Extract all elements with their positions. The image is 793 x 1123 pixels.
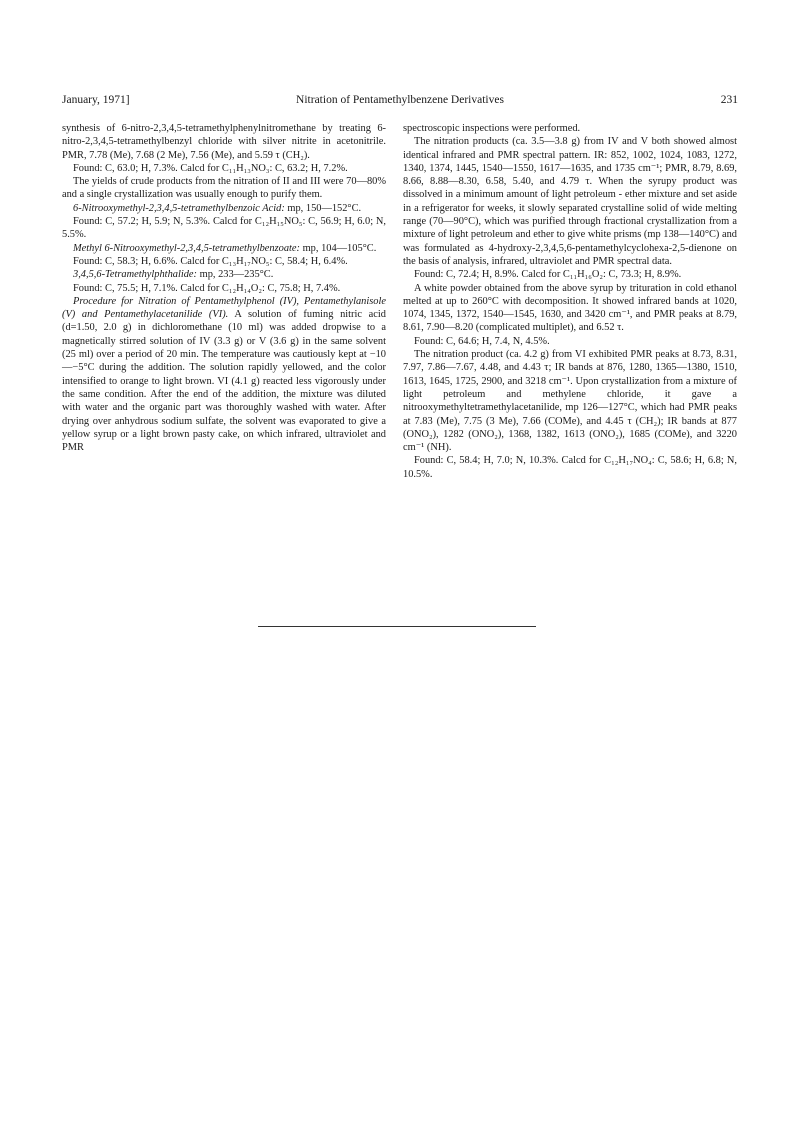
- procedure-text: A solution of fuming nitric acid (d=1.50, 2.0 g) in dichloromethane (10 ml) was added dropwise to a magnetically stirred solution of IV (3.3 g) or V (3.6 g) in the same solvent (25 ml) over a period of 20 min. The temperature was cautiously kept at −10—−5°C during the addition. The solution rapidly yellowed, and the color intensified to orange to light brown. VI (4.1 g) reacted less vigorously under the same condition. After the end of the addition, the mixture was diluted with water and the organic part was thoroughly washed with water. After drying over anhydrous sodium sulfate, the solvent was evaporated to give a yellow syrup or a light brown pasty cake, on which infrared, ultraviolet and PMR: [62, 309, 386, 454]
- analysis-line: Found: C, 58.3; H, 6.6%. Calcd for C₁₃H₁₇NO₅: C, 58.4; H, 6.4%.: [73, 255, 348, 267]
- compound-entry: [62, 202, 386, 215]
- compound-mp: mp, 104—105°C.: [300, 242, 377, 254]
- paragraph: A white powder obtained from the above syrup by trituration in cold ethanol melted at up to 260°C with decomposition. It showed infrared bands at 1020, 1074, 1345, 1372, 1540—1545, 1630, and 3420 cm⁻¹, and PMR peaks at 8.79, 8.61, 7.90—8.20 (complicated multiplet), and 6.52 τ.: [403, 282, 737, 334]
- compound-mp: mp, 150—152°C.: [284, 202, 362, 214]
- paragraph: The nitration product (ca. 4.2 g) from VI exhibited PMR peaks at 8.73, 8.31, 7.97, 7.86—7.67, 4.48, and 4.43 τ; IR bands at 876, 1280, 1365—1380, 1510, 1613, 1645, 1725, 2900, and 3218 cm⁻¹. Upon crystallization from a mixture of light petroleum and methylene chloride, it gave a nitrooxymethyltetramethylacetanilide, mp 126—127°C, which had PMR peaks at 7.83 (Me), 7.75 (3 Me), 7.66 (COMe), and 4.45 τ (CH₂); IR bands at 877 (ONO₂), 1282 (ONO₂), 1368, 1382, 1613 (ONO₂), 1685 (COMe), and 3220 cm⁻¹ (NH).: [403, 349, 737, 454]
- procedure-paragraph: [62, 295, 386, 455]
- section-end-rule: [258, 626, 536, 627]
- analysis-line: Found: C, 63.0; H, 7.3%. Calcd for C₁₁H₁₃NO₃: C, 63.2; H, 7.2%.: [73, 162, 348, 174]
- running-header: [62, 92, 738, 108]
- header-date: January, 1971]: [62, 94, 130, 106]
- right-column: [403, 122, 737, 481]
- compound-name: 6-Nitrooxymethyl-2,3,4,5-tetramethylbenzoic Acid:: [73, 202, 285, 214]
- header-title: Nitration of Pentamethylbenzene Derivatives: [296, 94, 504, 106]
- compound-mp: mp, 233—235°C.: [197, 269, 274, 281]
- paragraph: synthesis of 6-nitro-2,3,4,5-tetramethylphenylnitromethane by treating 6-nitro-2,3,4,5-tetramethylbenzyl chloride with silver nitrite in acetonitrile. PMR, 7.78 (Me), 7.68 (2 Me), 7.56 (Me), and 5.59 τ (CH₂).: [62, 123, 386, 161]
- compound-entry: [62, 268, 386, 281]
- analysis-line: Found: C, 75.5; H, 7.1%. Calcd for C₁₂H₁₄O₂: C, 75.8; H, 7.4%.: [73, 282, 341, 294]
- analysis-line: Found: C, 72.4; H, 8.9%. Calcd for C₁₁H₁₆O₂: C, 73.3; H, 8.9%.: [414, 269, 682, 281]
- paragraph: spectroscopic inspections were performed.: [403, 123, 581, 134]
- compound-name: 3,4,5,6-Tetramethylphthalide:: [73, 269, 198, 281]
- analysis-line: Found: C, 57.2; H, 5.9; N, 5.3%. Calcd for C₁₂H₁₅NO₅: C, 56.9; H, 6.0; N, 5.5%.: [62, 216, 386, 241]
- analysis-line: Found: C, 64.6; H, 7.4, N, 4.5%.: [414, 335, 550, 347]
- compound-name: Methyl 6-Nitrooxymethyl-2,3,4,5-tetramethylbenzoate:: [73, 242, 300, 254]
- analysis-line: Found: C, 58.4; H, 7.0; N, 10.3%. Calcd for C₁₂H₁₇NO₄: C, 58.6; H, 6.8; N, 10.5%.: [403, 455, 737, 480]
- left-column: [62, 122, 386, 454]
- page-number: 231: [720, 94, 738, 106]
- paragraph: The nitration products (ca. 3.5—3.8 g) from IV and V both showed almost identical infrared and PMR spectral pattern. IR: 852, 1002, 1024, 1083, 1272, 1340, 1374, 1445, 1540—1550, 1617—1635, and 1735 cm⁻¹; PMR, 8.79, 8.69, 8.66, 8.88—8.30, 6.58, 5.40, and 4.79 τ. When the syrupy product was dissolved in a minimum amount of light petroleum - ether mixture and set aside in a refrigerator for weeks, it slowly separated crystalline solid of wide melting range (70—90°C), which was purified through fractional crystallization from a mixture of light petroleum and ether to give white prisms (mp 138—140°C) and was formulated as 4-hydroxy-2,3,4,5,6-pentamethylcyclohexa-2,5-dienone on the basis of analysis, infrared, ultraviolet and PMR spectral data.: [403, 136, 737, 267]
- procedure-heading: Procedure for Nitration of Pentamethylphenol (IV), Pentamethylanisole (V) and Pentamethylacetanilide (VI).: [62, 295, 386, 321]
- paragraph: The yields of crude products from the nitration of II and III were 70—80% and a single crystallization was usually enough to purify them.: [62, 176, 386, 201]
- compound-entry: [62, 242, 386, 255]
